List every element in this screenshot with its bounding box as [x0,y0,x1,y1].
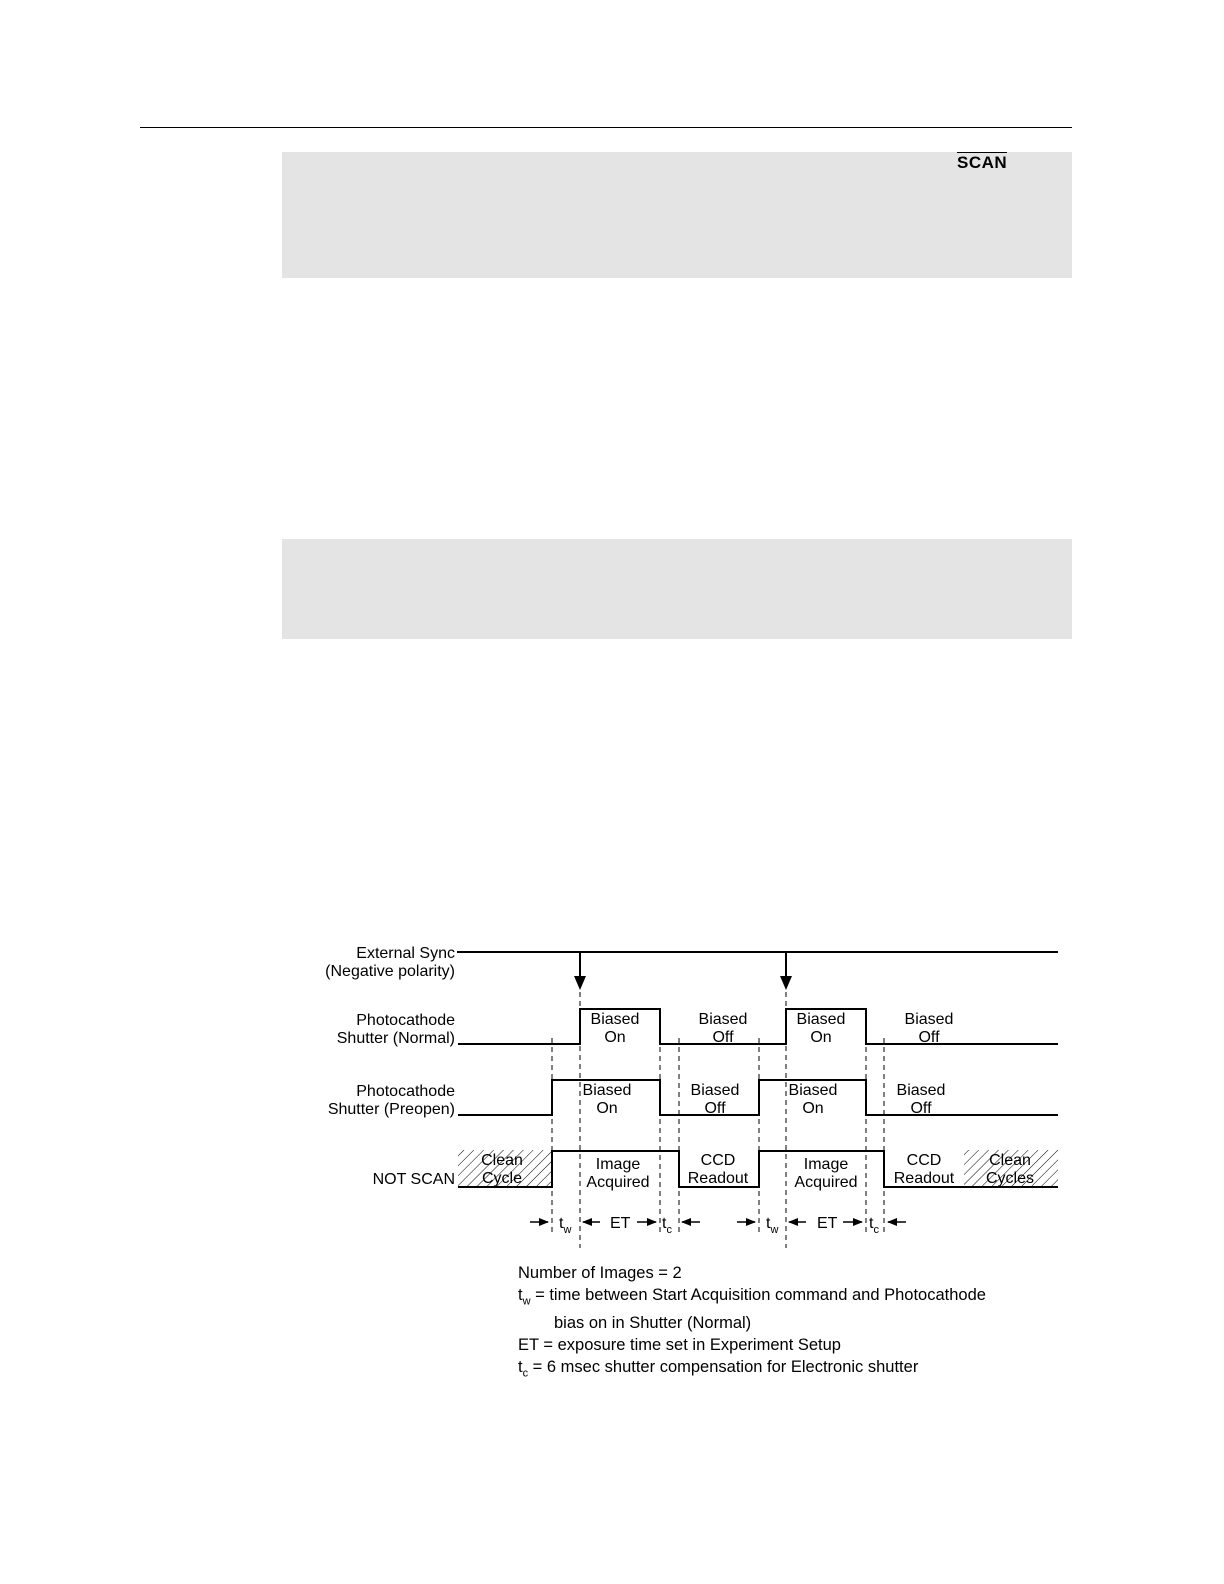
scan-state-label: Readout [687,1170,749,1187]
signal-label-external-sync-polarity: (Negative polarity) [325,963,455,980]
normal-state-label: Off [712,1029,734,1046]
preopen-state-label: Off [910,1100,932,1117]
scan-state-label: Cycle [481,1170,523,1187]
tc-timing-label: $t_c$ [662,1215,672,1236]
normal-state-label: On [810,1029,832,1046]
signal-label-external-sync: External Sync [356,945,455,962]
legend-tw-continued: bias on in Shutter (Normal) [554,1314,752,1333]
external-sync-waveform [457,952,1058,980]
scan-state-label: CCD [906,1152,942,1169]
tw-timing-label: $t_w$ [559,1215,572,1236]
legend-et: ET = exposure time set in Experiment Setup [518,1336,841,1355]
scan-state-label: Readout [893,1170,955,1187]
legend-images: Number of Images = 2 [518,1264,682,1282]
preopen-state-label: Biased [690,1082,740,1099]
preopen-state-label: Biased [582,1082,632,1099]
preopen-state-label: Off [704,1100,726,1117]
diagram-legend [518,1262,986,1385]
scan-state-label: Image [803,1156,849,1173]
preopen-shutter-waveform [458,1080,1058,1115]
signal-label-normal-2: Shutter (Normal) [336,1030,455,1047]
normal-state-label: On [604,1029,626,1046]
scan-state-label: Clean [989,1152,1031,1169]
tc-timing-label: $t_c$ [869,1215,879,1236]
scan-state-label: Image [595,1156,641,1173]
sync-trigger-arrow [780,976,792,990]
scan-state-label: CCD [700,1152,736,1169]
normal-state-label: Biased [796,1011,846,1028]
scan-state-label: Clean [481,1152,523,1169]
legend-tc: $t_c = 6$ msec shutter compensation for Electronic shutter [518,1358,919,1380]
signal-label-normal: Photocathode [356,1012,455,1029]
scan-overbar-label: SCAN [957,153,1008,172]
normal-state-label: Off [918,1029,940,1046]
tw-timing-label: $t_w$ [766,1215,779,1236]
normal-state-label: Biased [904,1011,954,1028]
et-timing-label: ET [610,1215,631,1232]
preopen-state-label: Biased [788,1082,838,1099]
normal-state-label: Biased [698,1011,748,1028]
scan-state-label: Cycles [985,1170,1035,1187]
signal-label-not-scan: NOT SCAN [372,1171,455,1188]
et-timing-label: ET [817,1215,838,1232]
sync-trigger-arrow [574,976,586,990]
preopen-state-label: Biased [896,1082,946,1099]
preopen-state-label: On [802,1100,824,1117]
signal-label-preopen: Photocathode [356,1083,455,1100]
normal-shutter-waveform [458,1009,1058,1044]
scan-state-label: Acquired [586,1174,650,1191]
scan-state-label: Acquired [794,1174,858,1191]
preopen-state-label: On [596,1100,618,1117]
signal-label-preopen-2: Shutter (Preopen) [327,1101,455,1118]
normal-state-label: Biased [590,1011,640,1028]
legend-tw: $t_w$ = time between Start Acquisition command and Photocathode [518,1286,986,1308]
